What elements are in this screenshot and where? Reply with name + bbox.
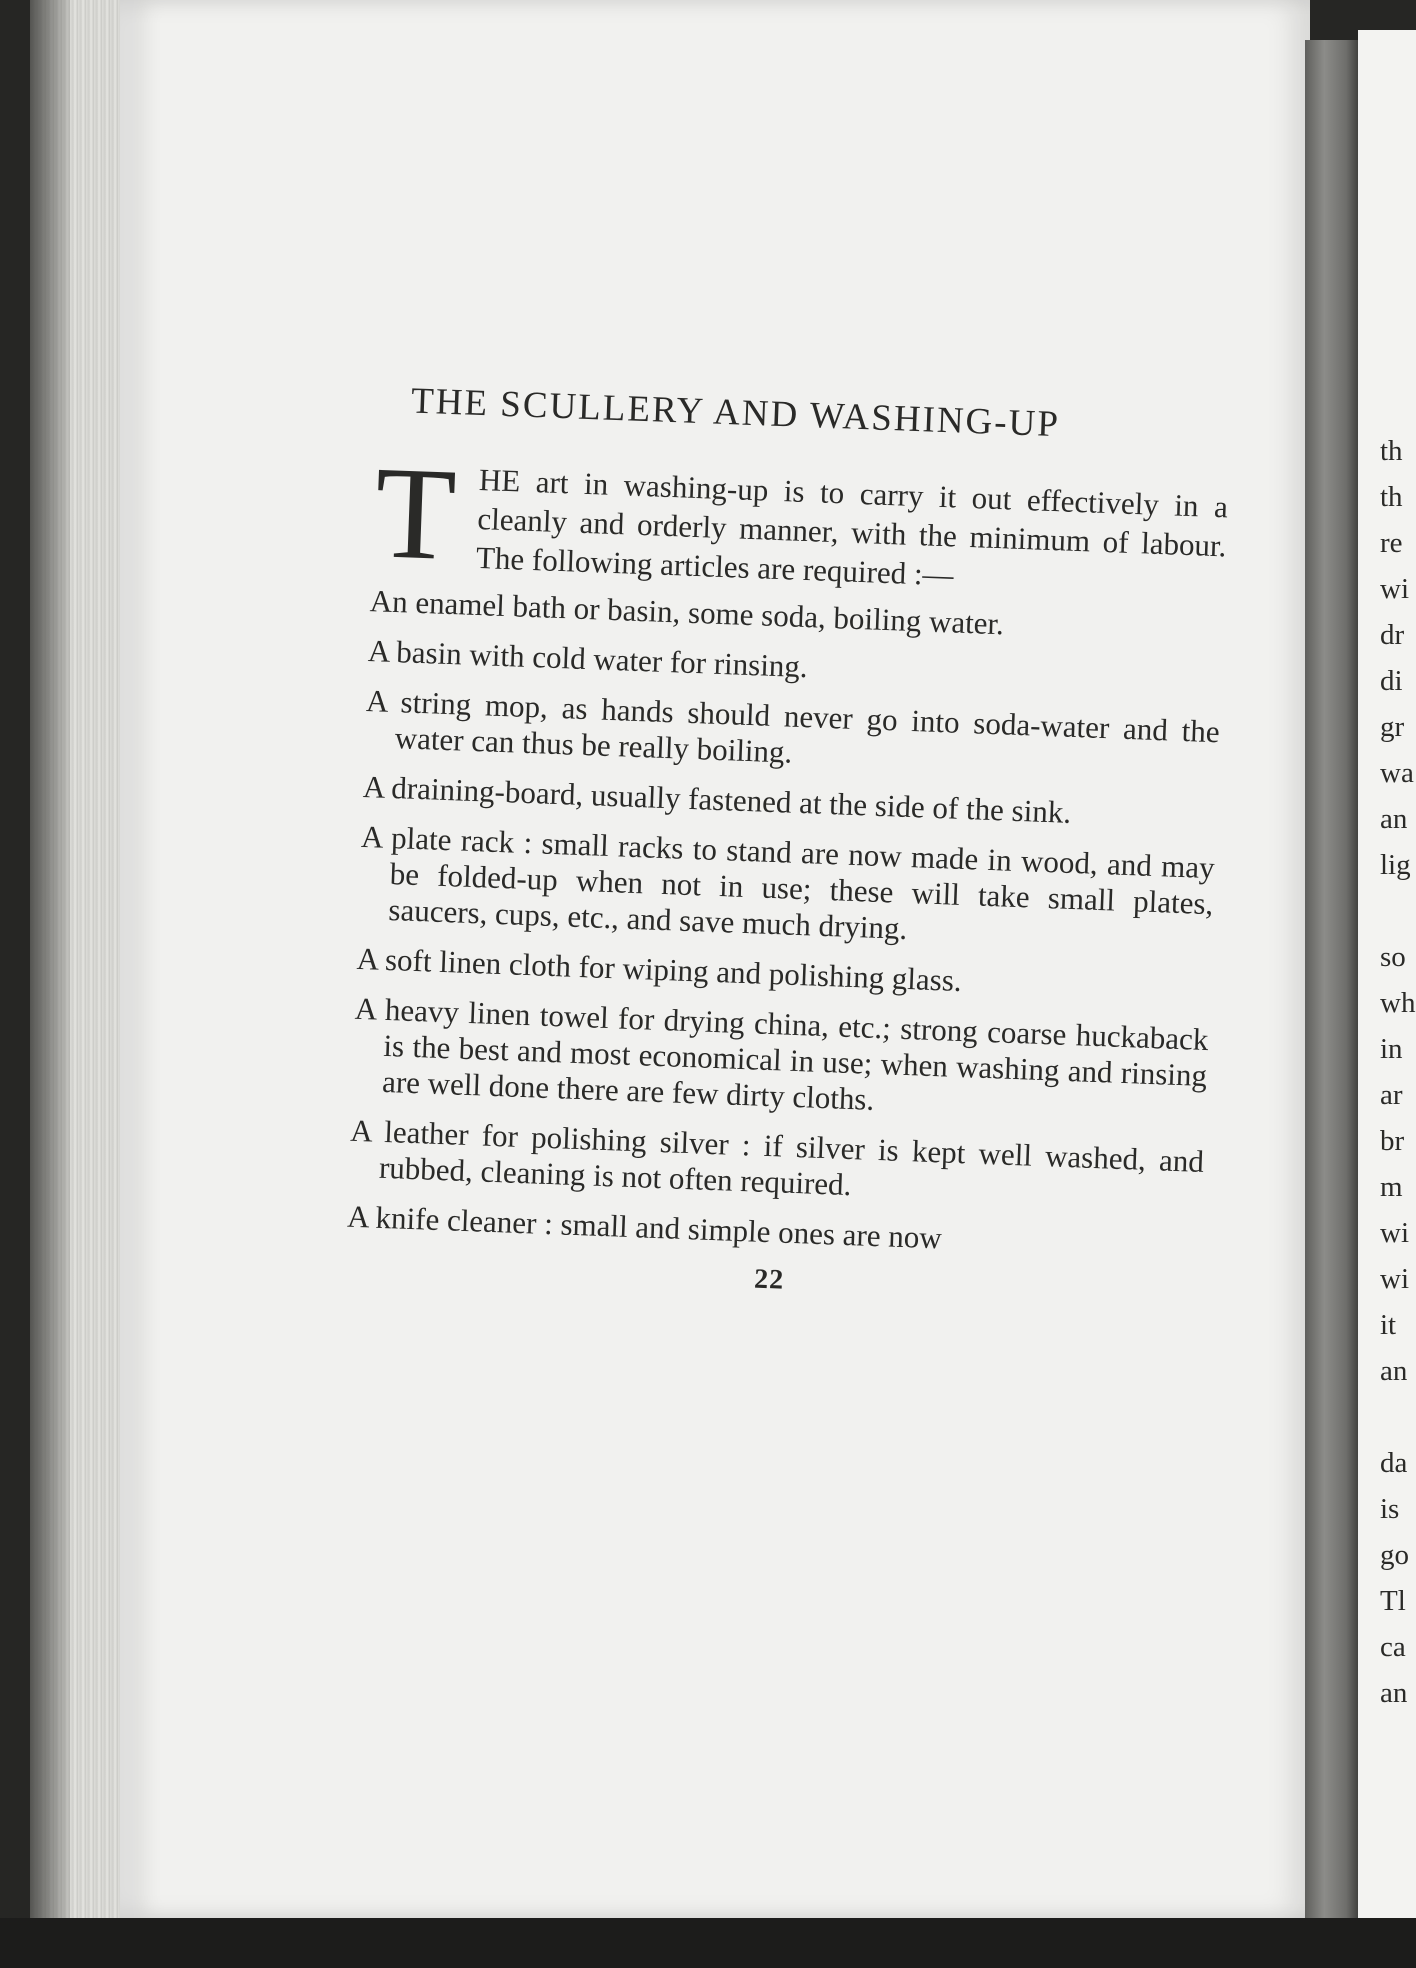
facing-fragment: go [1380, 1539, 1409, 1571]
facing-fragment: an [1380, 1677, 1408, 1709]
facing-fragment: gr [1380, 711, 1405, 743]
facing-fragment: lig [1380, 849, 1411, 881]
facing-fragment: an [1380, 1355, 1408, 1387]
facing-fragment: th [1380, 435, 1403, 467]
intro-paragraph [365, 438, 1229, 604]
scan-bottom-border [0, 1918, 1416, 1968]
facing-fragment: is [1380, 1493, 1400, 1525]
facing-fragment: m [1380, 1171, 1403, 1203]
list-item: A soft linen cloth for wiping and polishing glass. [356, 940, 963, 998]
facing-page-text [1380, 428, 1416, 1716]
facing-fragment: dr [1380, 619, 1405, 651]
facing-fragment [1380, 888, 1416, 934]
list-item: An enamel bath or basin, some soda, boiling water. [369, 583, 1005, 642]
facing-fragment: so [1380, 941, 1406, 973]
facing-fragment: th [1380, 481, 1403, 513]
facing-fragment: wi [1380, 1263, 1409, 1295]
facing-fragment: it [1380, 1309, 1397, 1341]
list-item: A heavy linen towel for drying china, etc.; strong coarse huckaback is the best and most economical in use; when washing and rinsing are well done there are few dirty cloths. [354, 990, 1209, 1117]
facing-fragment: in [1380, 1033, 1403, 1065]
facing-fragment: da [1380, 1447, 1408, 1479]
intro-text: HE art in washing-up is to carry it out effectively in a cleanly and orderly manner, with the minimum of labour. The following articles are required :— [475, 462, 1229, 593]
facing-fragment: br [1380, 1125, 1405, 1157]
list-item: A draining-board, usually fastened at the side of the sink. [362, 768, 1072, 830]
list-item: A leather for polishing silver : if silver is kept well washed, and rubbed, cleaning is not often required. [349, 1112, 1205, 1203]
facing-fragment: ca [1380, 1631, 1406, 1663]
facing-fragment: di [1380, 665, 1403, 697]
list-item: A plate rack : small racks to stand are now made in wood, and may be folded-up when not in use; these will take small plates, saucers, cups, etc., and save much drying. [360, 818, 1216, 946]
facing-fragment: wa [1380, 757, 1414, 789]
article-list [341, 583, 1224, 1266]
list-item: A knife cleaner : small and simple ones are now [346, 1198, 943, 1256]
drop-cap: T [372, 438, 459, 589]
facing-fragment: Tl [1380, 1585, 1406, 1617]
facing-fragment: wh [1380, 987, 1416, 1019]
book-gutter [1305, 40, 1360, 1920]
list-item: A basin with cold water for rinsing. [367, 633, 809, 685]
facing-fragment: wi [1380, 1217, 1409, 1249]
chapter-title: THE SCULLERY AND WASHING-UP [410, 380, 1061, 446]
page-number: 22 [753, 1263, 785, 1296]
facing-fragment: wi [1380, 573, 1409, 605]
list-item: A string mop, as hands should never go into soda-water and the water can thus be really boiling. [365, 683, 1221, 770]
facing-fragment: re [1380, 527, 1403, 559]
facing-fragment: an [1380, 803, 1408, 835]
page-content [339, 378, 1232, 1312]
facing-fragment [1380, 1394, 1416, 1440]
facing-fragment: ar [1380, 1079, 1403, 1111]
